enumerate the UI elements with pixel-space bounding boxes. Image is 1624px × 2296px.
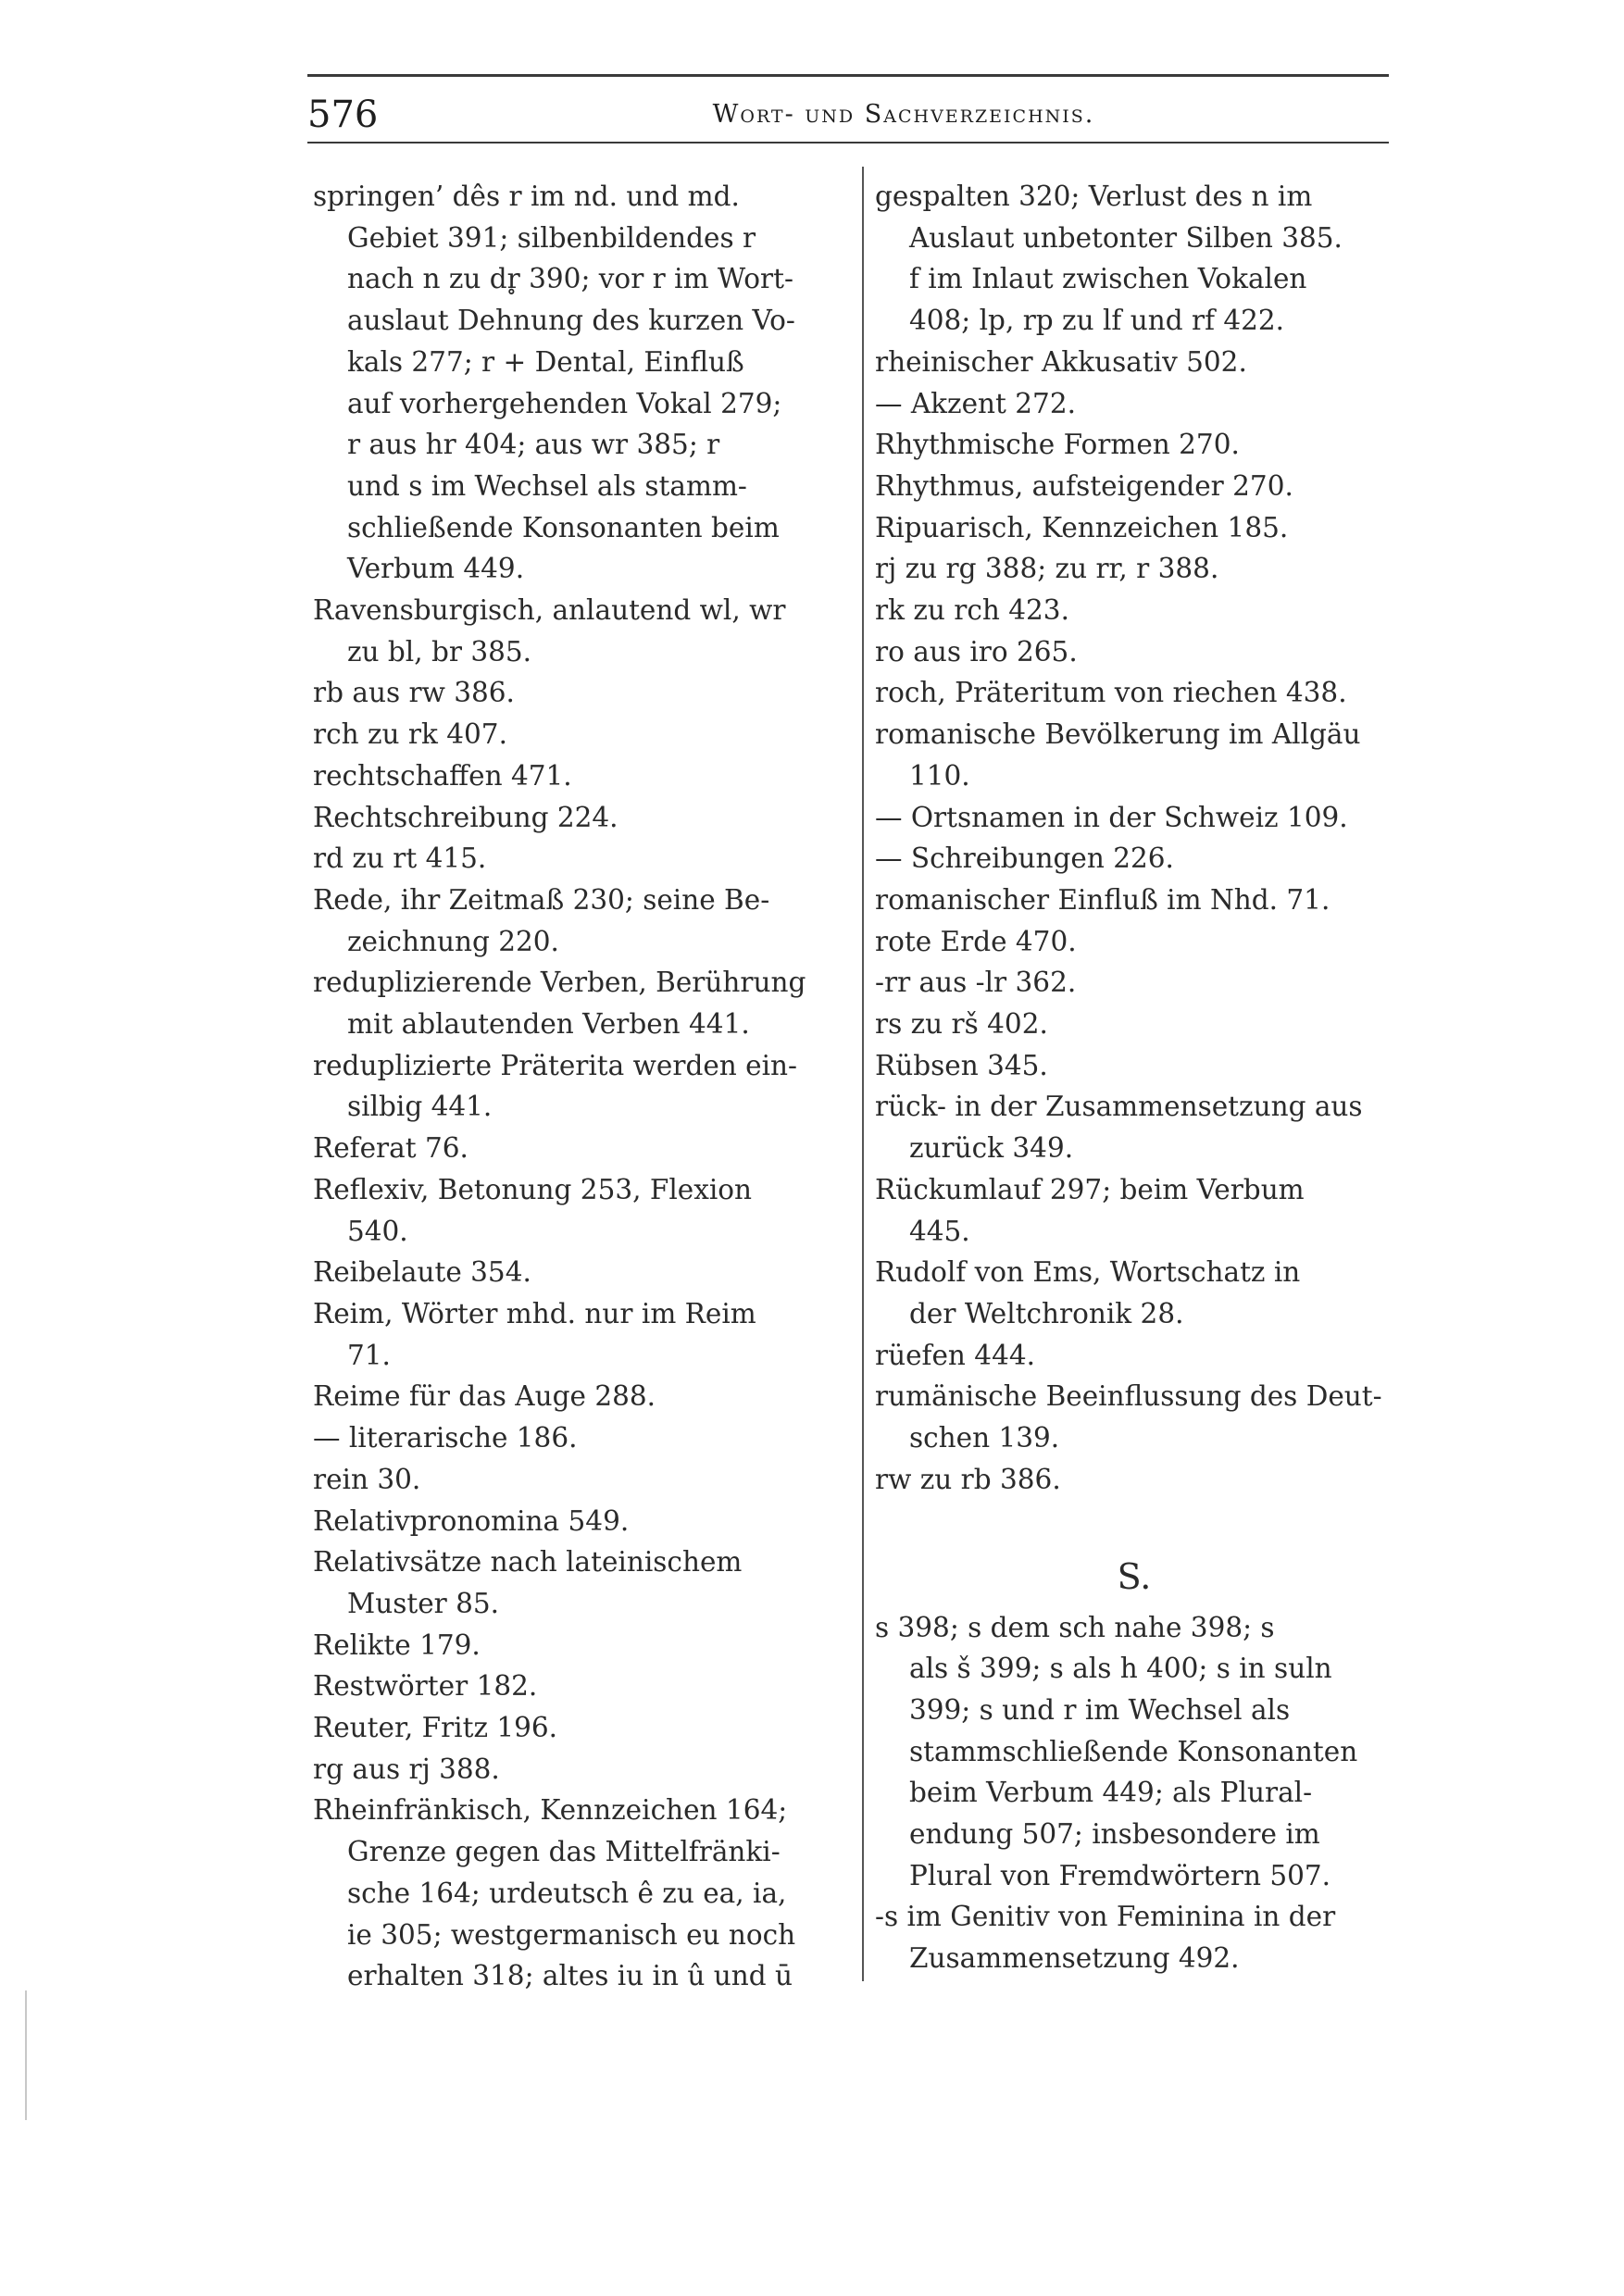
entry-line: Rübsen 345. bbox=[875, 1049, 1048, 1081]
entry-line: Restwörter 182. bbox=[313, 1670, 538, 1703]
entry-line: springen’ dês r im nd. und md. bbox=[313, 181, 740, 212]
entry-line: Referat 76. bbox=[313, 1132, 468, 1165]
left-entry bbox=[313, 1417, 836, 1459]
left-entry bbox=[313, 1501, 836, 1542]
left-entry bbox=[313, 1666, 836, 1707]
entry-line: ro aus iro 265. bbox=[875, 635, 1078, 668]
entry-line: — Ortsnamen in der Schweiz 109. bbox=[875, 801, 1348, 833]
entry-line: 408; lp, rp zu lf und rf 422. bbox=[909, 305, 1285, 337]
entry-line: gespalten 320; Verlust des n im bbox=[875, 181, 1313, 212]
left-entry bbox=[313, 1541, 836, 1624]
entry-line: — Schreibungen 226. bbox=[875, 842, 1174, 875]
left-entry bbox=[313, 1625, 836, 1666]
right-entry bbox=[875, 714, 1393, 796]
entry-line: und s im Wechsel als stamm- bbox=[347, 469, 747, 502]
section-s-entry bbox=[875, 1607, 1393, 1897]
running-title: Wort- und Sachverzeichnis. bbox=[712, 100, 1095, 129]
entry-line: 71. bbox=[347, 1339, 391, 1371]
entry-line: 540. bbox=[347, 1215, 408, 1247]
left-entry bbox=[313, 1128, 836, 1169]
page-header bbox=[307, 89, 1389, 141]
section-s-entry bbox=[875, 1896, 1393, 1978]
entry-line: — Akzent 272. bbox=[875, 387, 1076, 419]
section-heading-s: S. bbox=[1117, 1555, 1152, 1597]
entry-line: als š 399; s als h 400; s in suln bbox=[909, 1653, 1332, 1685]
entry-line: -rr aus -lr 362. bbox=[875, 967, 1077, 999]
entry-line: rüefen 444. bbox=[875, 1339, 1035, 1371]
entry-line: romanischer Einfluß im Nhd. 71. bbox=[875, 883, 1330, 916]
entry-line: -s im Genitiv von Feminina in der bbox=[875, 1901, 1336, 1933]
right-entry bbox=[875, 838, 1393, 880]
entry-line: Zusammensetzung 492. bbox=[909, 1942, 1240, 1975]
left-entry bbox=[313, 1459, 836, 1501]
entry-line: rote Erde 470. bbox=[875, 925, 1077, 957]
right-entry bbox=[875, 590, 1393, 631]
entry-line: Reime für das Auge 288. bbox=[313, 1380, 656, 1413]
entry-line: Auslaut unbetonter Silben 385. bbox=[909, 221, 1343, 254]
entry-line: schen 139. bbox=[909, 1422, 1060, 1454]
entry-line: rj zu rg 388; zu rr, r 388. bbox=[875, 553, 1219, 585]
right-entry bbox=[875, 176, 1393, 342]
right-entry bbox=[875, 342, 1393, 383]
entry-line: Rhythmische Formen 270. bbox=[875, 429, 1240, 461]
entry-line: zu bl, br 385. bbox=[347, 635, 532, 668]
right-entry bbox=[875, 1169, 1393, 1252]
entry-line: rg aus rj 388. bbox=[313, 1753, 500, 1785]
entry-line: endung 507; insbesondere im bbox=[909, 1818, 1320, 1851]
left-entry bbox=[313, 880, 836, 962]
entry-line: beim Verbum 449; als Plural- bbox=[909, 1777, 1313, 1809]
left-entry bbox=[313, 1252, 836, 1293]
column-divider bbox=[862, 167, 864, 1981]
page-number: 576 bbox=[307, 94, 379, 136]
left-entry bbox=[313, 590, 836, 672]
entry-line: rch zu rk 407. bbox=[313, 718, 507, 751]
left-entry bbox=[313, 1707, 836, 1749]
left-entry bbox=[313, 797, 836, 839]
entry-line: der Weltchronik 28. bbox=[909, 1297, 1184, 1329]
entry-line: zeichnung 220. bbox=[347, 925, 559, 957]
left-entry bbox=[313, 838, 836, 880]
entry-line: 445. bbox=[909, 1215, 970, 1247]
right-entry bbox=[875, 507, 1393, 549]
left-entry bbox=[313, 672, 836, 714]
right-entry bbox=[875, 880, 1393, 921]
right-entry bbox=[875, 548, 1393, 590]
entry-line: Relativpronomina 549. bbox=[313, 1504, 630, 1537]
right-entry bbox=[875, 1004, 1393, 1045]
header-top-rule bbox=[307, 74, 1389, 77]
entry-line: rechtschaffen 471. bbox=[313, 759, 572, 792]
entry-line: sche 164; urdeutsch ê zu ea, ia, bbox=[347, 1877, 787, 1909]
scan-margin-mark bbox=[25, 1990, 27, 2120]
right-entry bbox=[875, 1376, 1393, 1458]
entry-line: 399; s und r im Wechsel als bbox=[909, 1693, 1291, 1726]
entry-line: Reflexiv, Betonung 253, Flexion bbox=[313, 1173, 753, 1205]
entry-line: silbig 441. bbox=[347, 1091, 493, 1123]
entry-line: Reim, Wörter mhd. nur im Reim bbox=[313, 1297, 756, 1329]
entry-line: rw zu rb 386. bbox=[875, 1463, 1061, 1495]
entry-line: roch, Präteritum von riechen 438. bbox=[875, 677, 1347, 709]
right-entry bbox=[875, 631, 1393, 673]
entry-line: r aus hr 404; aus wr 385; r bbox=[347, 429, 720, 461]
entry-line: ie 305; westgermanisch eu noch bbox=[347, 1918, 796, 1951]
entry-line: Relativsätze nach lateinischem bbox=[313, 1546, 743, 1578]
left-entry bbox=[313, 714, 836, 755]
entry-line: schließende Konsonanten beim bbox=[347, 511, 780, 543]
left-entry bbox=[313, 1376, 836, 1417]
right-entry bbox=[875, 1086, 1393, 1168]
entry-line: Rheinfränkisch, Kennzeichen 164; bbox=[313, 1794, 788, 1827]
entry-line: rd zu rt 415. bbox=[313, 842, 487, 875]
entry-line: rein 30. bbox=[313, 1463, 421, 1495]
entry-line: reduplizierende Verben, Berührung bbox=[313, 967, 806, 999]
entry-line: auf vorhergehenden Vokal 279; bbox=[347, 387, 782, 419]
left-entry bbox=[313, 1045, 836, 1128]
right-entry bbox=[875, 1335, 1393, 1377]
entry-line: Rechtschreibung 224. bbox=[313, 801, 618, 833]
entry-line: Grenze gegen das Mittelfränki- bbox=[347, 1836, 781, 1868]
right-entry bbox=[875, 921, 1393, 963]
entry-line: rück- in der Zusammensetzung aus bbox=[875, 1091, 1363, 1123]
index-column-right bbox=[875, 176, 1393, 1979]
left-entry bbox=[313, 1293, 836, 1376]
entry-line: Muster 85. bbox=[347, 1587, 500, 1619]
left-entry bbox=[313, 1749, 836, 1791]
entry-line: Reuter, Fritz 196. bbox=[313, 1712, 558, 1744]
right-entry bbox=[875, 1045, 1393, 1087]
entry-line: Verbum 449. bbox=[347, 553, 525, 585]
entry-line: Rückumlauf 297; beim Verbum bbox=[875, 1173, 1305, 1205]
left-entry bbox=[313, 1790, 836, 1997]
right-entry bbox=[875, 1252, 1393, 1334]
entry-line: rb aus rw 386. bbox=[313, 677, 515, 709]
left-entry bbox=[313, 1169, 836, 1252]
entry-line: Rhythmus, aufsteigender 270. bbox=[875, 469, 1293, 502]
entry-line: zurück 349. bbox=[909, 1132, 1074, 1165]
right-entry bbox=[875, 466, 1393, 507]
right-entry bbox=[875, 962, 1393, 1004]
entry-line: erhalten 318; altes iu in û und ū bbox=[347, 1960, 793, 1992]
entry-line: Relikte 179. bbox=[313, 1628, 481, 1661]
entry-line: stammschließende Konsonanten bbox=[909, 1735, 1358, 1767]
entry-line: mit ablautenden Verben 441. bbox=[347, 1008, 750, 1041]
left-entry bbox=[313, 176, 836, 590]
entry-line: nach n zu dr̥ 390; vor r im Wort- bbox=[347, 263, 793, 295]
entry-line: Ravensburgisch, anlautend wl, wr bbox=[313, 594, 786, 627]
entry-line: s 398; s dem sch nahe 398; s bbox=[875, 1611, 1275, 1643]
entry-line: Plural von Fremdwörtern 507. bbox=[909, 1859, 1331, 1891]
entry-line: Ripuarisch, Kennzeichen 185. bbox=[875, 511, 1289, 543]
entry-line: kals 277; r + Dental, Einfluß bbox=[347, 345, 744, 378]
entry-line: romanische Bevölkerung im Allgäu bbox=[875, 718, 1361, 751]
left-entry bbox=[313, 755, 836, 797]
entry-line: rs zu rš 402. bbox=[875, 1008, 1048, 1041]
index-column-left bbox=[313, 176, 836, 1997]
entry-line: rumänische Beeinflussung des Deut- bbox=[875, 1380, 1382, 1413]
entry-line: f im Inlaut zwischen Vokalen bbox=[909, 263, 1307, 295]
right-entry bbox=[875, 797, 1393, 839]
entry-line: Reibelaute 354. bbox=[313, 1256, 531, 1289]
entry-line: reduplizierte Präterita werden ein- bbox=[313, 1049, 798, 1081]
right-entry bbox=[875, 672, 1393, 714]
entry-line: Gebiet 391; silbenbildendes r bbox=[347, 221, 756, 254]
header-bottom-rule bbox=[307, 142, 1389, 144]
right-entry bbox=[875, 1459, 1393, 1501]
right-entry bbox=[875, 424, 1393, 466]
entry-line: — literarische 186. bbox=[313, 1422, 578, 1454]
right-entry bbox=[875, 383, 1393, 425]
entry-line: rheinischer Akkusativ 502. bbox=[875, 345, 1247, 378]
left-entry bbox=[313, 962, 836, 1044]
entry-line: Rudolf von Ems, Wortschatz in bbox=[875, 1256, 1301, 1289]
entry-line: 110. bbox=[909, 759, 970, 792]
entry-line: auslaut Dehnung des kurzen Vo- bbox=[347, 305, 795, 337]
entry-line: Rede, ihr Zeitmaß 230; seine Be- bbox=[313, 883, 770, 916]
entry-line: rk zu rch 423. bbox=[875, 594, 1069, 627]
